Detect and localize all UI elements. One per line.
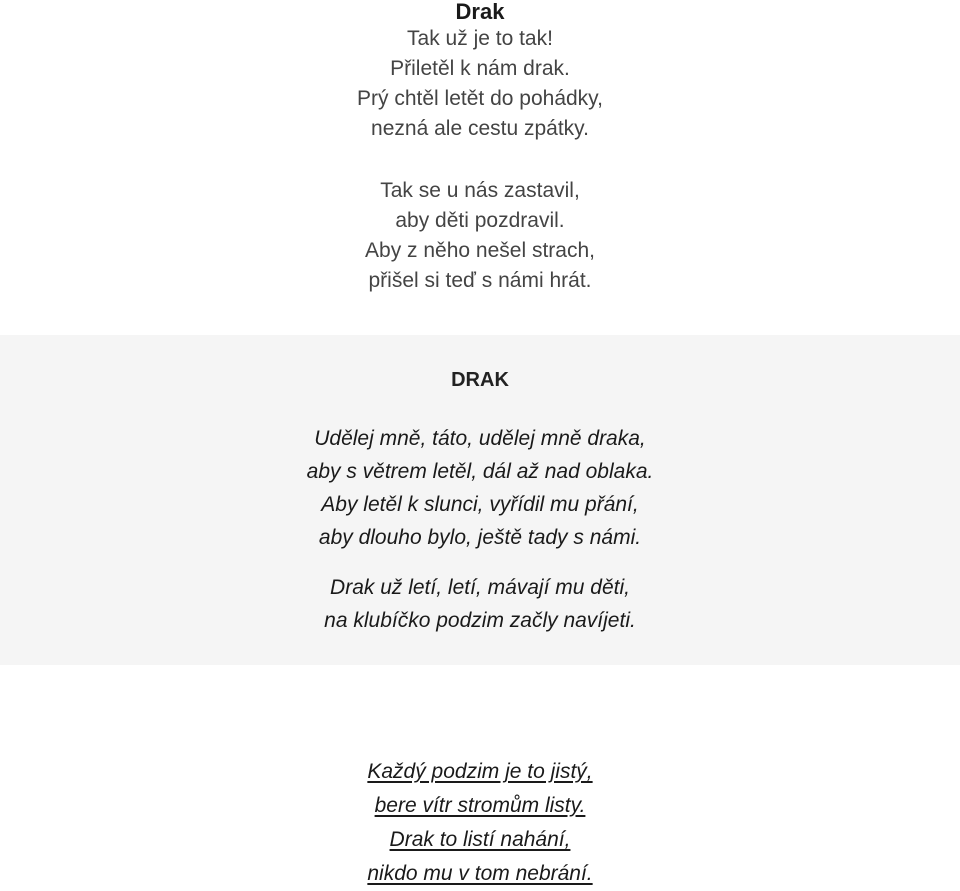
verse-line: aby dlouho bylo, ještě tady s námi. (318, 526, 642, 549)
stanza (0, 24, 960, 144)
verse-text: Každý podzim je to jistý, (367, 760, 593, 783)
verse-line (0, 755, 960, 789)
verse-text: nikdo mu v tom nebrání. (367, 862, 593, 885)
verse-line: přišel si teď s námi hrát. (368, 269, 592, 292)
verse-line (0, 789, 960, 823)
stanza (0, 176, 960, 296)
verse-line: Drak už letí, letí, mávají mu děti, (330, 576, 630, 599)
verse-line: Přiletěl k nám drak. (390, 57, 570, 80)
stanza (0, 422, 960, 554)
verse-text: bere vítr stromům listy. (374, 794, 586, 817)
poem-title: Drak (455, 0, 505, 24)
verse-line: aby s větrem letěl, dál až nad oblaka. (306, 460, 654, 483)
verse-line: Prý chtěl letět do pohádky, (357, 87, 603, 110)
verse-line: na klubíčko podzim začly navíjeti. (324, 609, 636, 632)
verse-line: nezná ale cestu zpátky. (371, 117, 589, 140)
poem-drak-1 (0, 0, 960, 296)
verse-line: Udělej mně, táto, udělej mně draka, (314, 427, 646, 450)
poem-podzim (0, 755, 960, 891)
verse-line: Aby z něho nešel strach, (365, 239, 595, 262)
verse-line: Tak se u nás zastavil, (380, 179, 580, 202)
verse-text: Drak to listí nahání, (389, 828, 571, 851)
verse-line: Aby letěl k slunci, vyřídil mu přání, (321, 493, 639, 516)
verse-line (0, 823, 960, 857)
poem-drak-2 (0, 366, 960, 637)
stanza (0, 571, 960, 637)
verse-line: aby děti pozdravil. (395, 209, 565, 232)
poem-title: DRAK (451, 369, 509, 391)
verse-line: Tak už je to tak! (407, 27, 553, 50)
verse-line (0, 857, 960, 891)
